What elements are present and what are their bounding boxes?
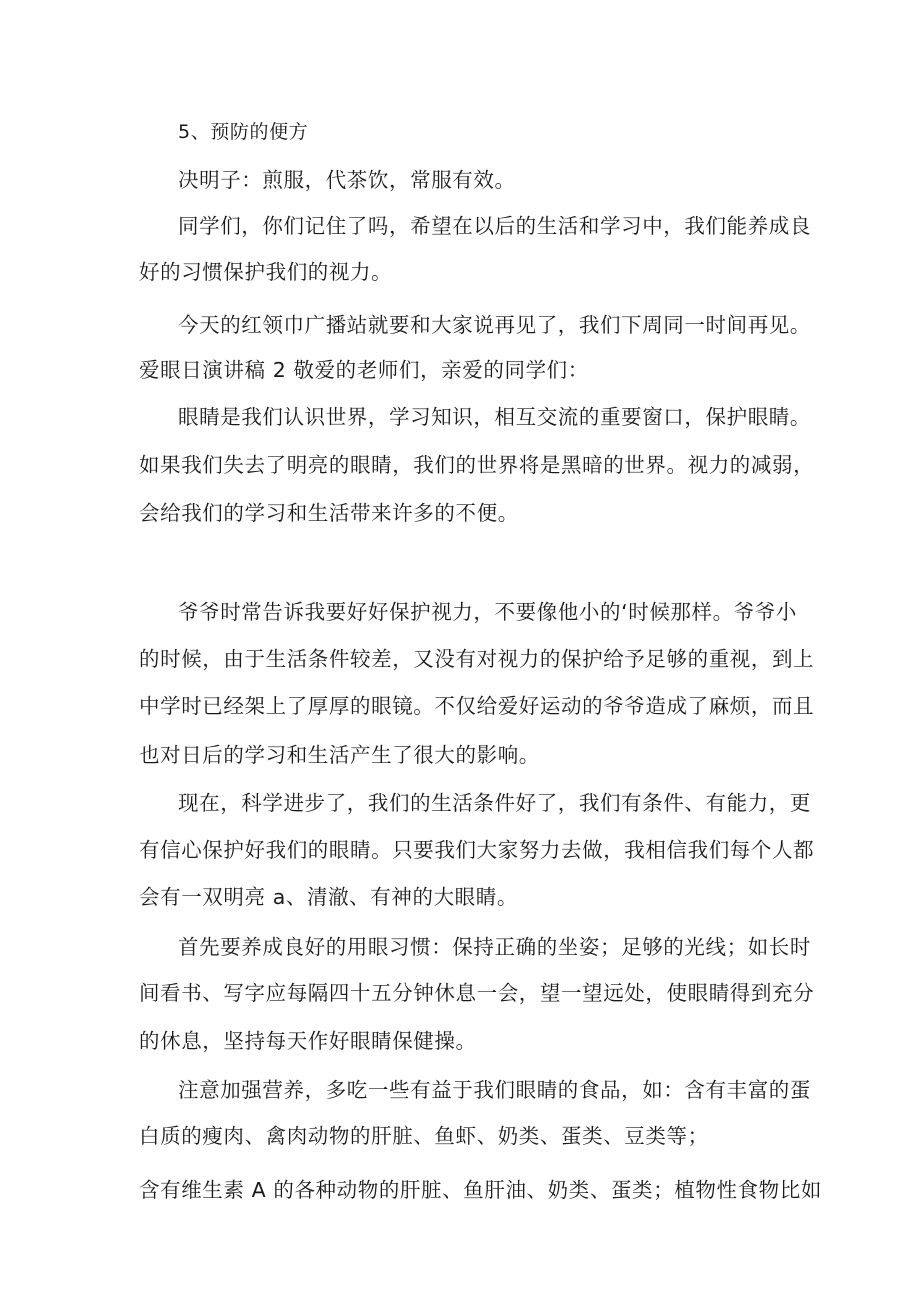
text-line: 间看书、写字应每隔四十五分钟休息一会，望一望远处，使眼睛得到充分: [139, 981, 815, 1005]
text-line: 同学们，你们记住了吗，希望在以后的生活和学习中，我们能养成良: [178, 214, 811, 238]
text-line: 会给我们的学习和生活带来许多的不便。: [139, 501, 519, 525]
text-line: 首先要养成良好的用眼习惯：保持正确的坐姿；足够的光线；如长时: [178, 935, 811, 959]
text-line: 的时候，由于生活条件较差，又没有对视力的保护给予足够的重视，到上: [139, 647, 815, 671]
section-heading: 5、预防的便方: [178, 121, 309, 143]
text-line: 白质的瘦肉、禽肉动物的肝脏、鱼虾、奶类、蛋类、豆类等；: [139, 1124, 709, 1148]
text-line: 的休息，坚持每天作好眼睛保健操。: [139, 1029, 477, 1053]
text-line: 眼睛是我们认识世界，学习知识，相互交流的重要窗口，保护眼睛。: [178, 405, 811, 429]
text-line: 今天的红领巾广播站就要和大家说再见了，我们下周同一时间再见。: [178, 313, 811, 337]
speech-title-line: 爱眼日演讲稿 2 敬爱的老师们，亲爱的同学们：: [139, 358, 589, 382]
text-line: 中学时已经架上了厚厚的眼镜。不仅给爱好运动的爷爷造成了麻烦，而且: [139, 694, 815, 718]
text-line: 有信心保护好我们的眼睛。只要我们大家努力去做，我相信我们每个人都: [139, 838, 815, 862]
text-line: 会有一双明亮 a、清澈、有神的大眼睛。: [139, 885, 518, 909]
text-line: 现在，科学进步了，我们的生活条件好了，我们有条件、有能力，更: [178, 791, 811, 815]
text-line: 注意加强营养，多吃一些有益于我们眼睛的食品，如：含有丰富的蛋: [178, 1078, 811, 1102]
text-line: 好的习惯保护我们的视力。: [139, 260, 393, 284]
text-line: 爷爷时常告诉我要好好保护视力，不要像他小的‘时候那样。爷爷小: [178, 600, 798, 624]
text-line: 决明子：煎服，代茶饮，常服有效。: [178, 168, 516, 192]
text-line: 也对日后的学习和生活产生了很大的影响。: [139, 743, 540, 767]
text-line: 含有维生素 A 的各种动物的肝脏、鱼肝油、奶类、蛋类；植物性食物比如: [139, 1178, 822, 1202]
text-line: 如果我们失去了明亮的眼睛，我们的世界将是黑暗的世界。视力的减弱，: [139, 453, 815, 477]
